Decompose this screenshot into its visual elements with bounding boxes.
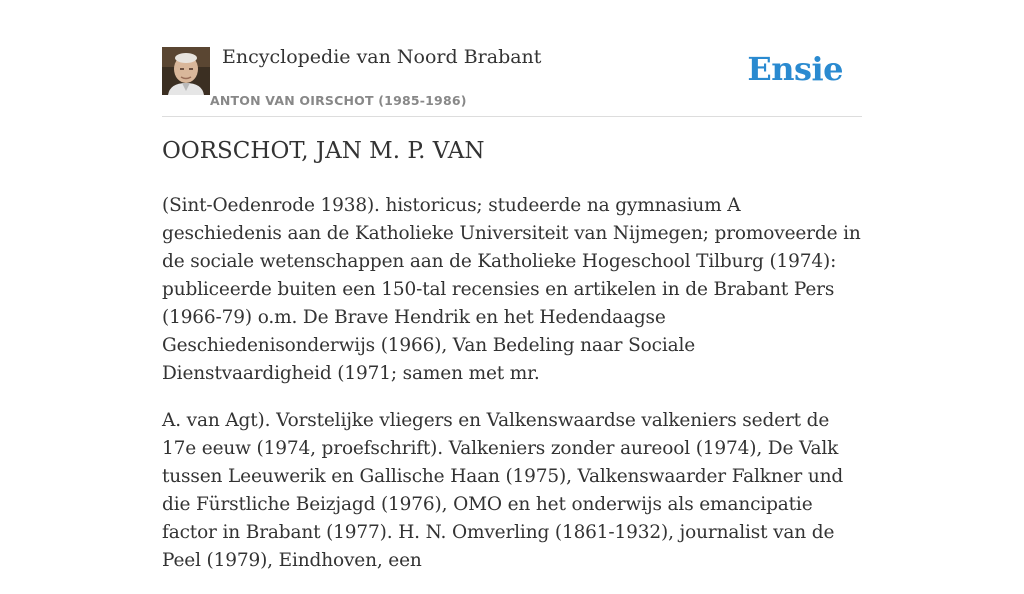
entry-title: OORSCHOT, JAN M. P. VAN [162, 138, 485, 164]
ensie-logo[interactable]: Ensie [747, 50, 843, 88]
author-name[interactable]: ANTON VAN OIRSCHOT (1985-1986) [210, 93, 467, 108]
article-page [162, 0, 862, 571]
article-body [162, 192, 862, 594]
source-title[interactable]: Encyclopedie van Noord Brabant [222, 46, 542, 68]
author-portrait-icon [162, 47, 210, 95]
paragraph: A. van Agt). Vorstelijke vliegers en Valkenswaardse valkeniers sedert de 17e eeuw (1974, proefschrift). Valkeniers zonder aureool (1974), De Valk tussen Leeuwerik en Gallische Haan (1975), Valkenswaarder Falkner und die Fürstliche Beizjagd (1976), OMO en het onderwijs als emancipatie factor in Brabant (1977). H. N. Omverling (1861-1932), journalist van de Peel (1979), Eindhoven, een [162, 410, 844, 571]
paragraph: (Sint-Oedenrode 1938). historicus; studeerde na gymnasium A geschiedenis aan de Katholieke Universiteit van Nijmegen; promoveerde in de sociale wetenschappen aan de Katholieke Hogeschool Tilburg (1974): publiceerde buiten een 150-tal recensies en artikelen in de Brabant Pers (1966-79) o.m. De Brave Hendrik en het Hedendaagse Geschiedenisonderwijs (1966), Van Bedeling naar Sociale Dienstvaardigheid (1971; samen met mr. [162, 195, 861, 384]
article-header [162, 0, 862, 117]
author-avatar[interactable] [162, 47, 210, 95]
